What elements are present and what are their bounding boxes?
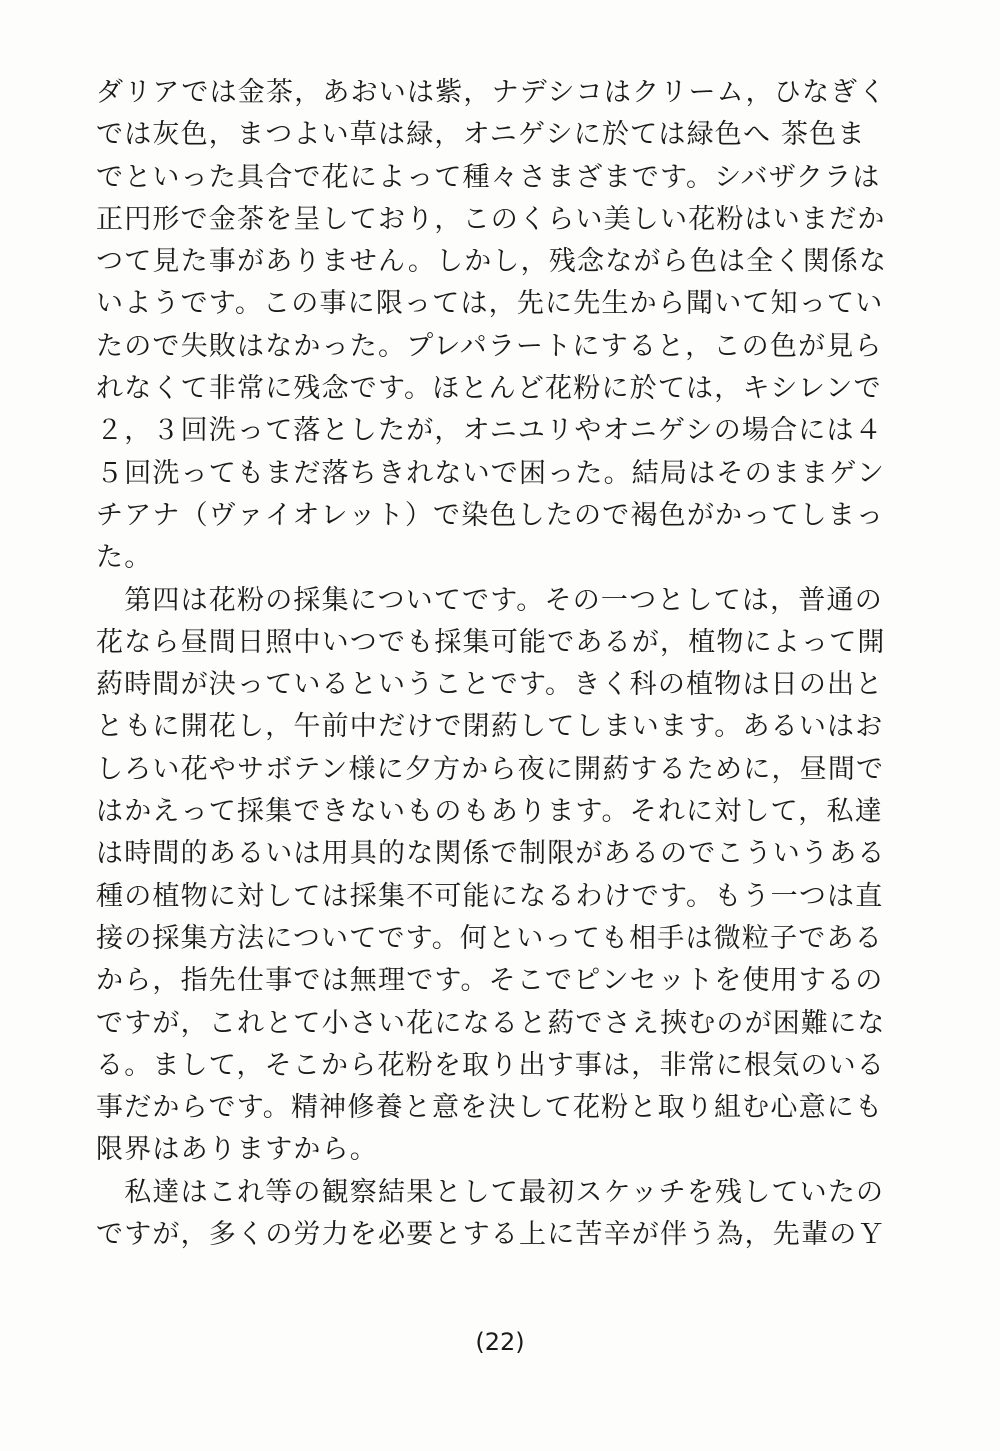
text-line: でといった具合で花によって種々さまざまです。シバザクラは bbox=[96, 161, 881, 193]
text-line: る。まして，そこから花粉を取り出す事は，非常に根気のいる bbox=[96, 1049, 886, 1081]
text-line: 限界はありますから。 bbox=[96, 1134, 378, 1166]
text-line: ですが，これとて小さい花になると葯でさえ挾むのが困難にな bbox=[96, 1007, 886, 1039]
text-line: 第四は花粉の採集についてです。その一つとしては，普通の bbox=[96, 584, 883, 616]
text-line: ですが，多くの労力を必要とする上に苦辛が伴う為，先輩のＹ bbox=[96, 1219, 886, 1251]
text-line: 事だからです。精神修養と意を決して花粉と取り組む心意にも bbox=[96, 1092, 884, 1124]
text-line: チアナ（ヴァイオレット）で染色したので褐色がかってしまっ bbox=[96, 499, 885, 531]
text-line: ダリアでは金茶，あおいは紫，ナデシコはクリーム，ひなぎく bbox=[96, 77, 887, 108]
text-line: 接の採集方法についてです。何といっても相手は微粒子である bbox=[96, 922, 883, 954]
page-number: (22) bbox=[475, 1328, 525, 1356]
text-line: 花なら昼間日照中いつでも採集可能であるが，植物によって開 bbox=[96, 626, 886, 658]
text-line: では灰色，まつよい草は緑，オニゲシに於ては緑色へ 茶色ま bbox=[96, 119, 866, 151]
text-line: 葯時間が決っているということです。きく科の植物は日の出と bbox=[96, 669, 884, 701]
text-line: 種の植物に対しては採集不可能になるわけです。もう一つは直 bbox=[96, 880, 884, 912]
text-line: しろい花やサボテン様に夕方から夜に開葯するために，昼間で bbox=[96, 753, 885, 785]
text-line: れなくて非常に残念です。ほとんど花粉に於ては，キシレンで bbox=[96, 373, 882, 405]
text-line: 私達はこれ等の観察結果として最初スケッチを残していたの bbox=[96, 1176, 885, 1208]
text-line: いようです。この事に限っては，先に先生から聞いて知ってい bbox=[96, 288, 884, 320]
text-line: ともに開花し，午前中だけで閉葯してしまいます。あるいはお bbox=[96, 711, 884, 743]
text-line: たので失敗はなかった。プレパラートにすると，この色が見ら bbox=[96, 330, 883, 362]
text-line: つて見た事がありません。しかし，残念ながら色は全く関係な bbox=[96, 246, 888, 278]
text-line: から，指先仕事では無理です。そこでピンセットを使用するの bbox=[96, 965, 884, 997]
text-line: はかえって採集できないものもあります。それに対して，私達 bbox=[96, 796, 883, 828]
text-line: は時間的あるいは用具的な関係で制限があるのでこういうある bbox=[96, 838, 886, 870]
text-line: 正円形で金茶を呈しており，このくらい美しい花粉はいまだか bbox=[96, 203, 886, 235]
text-line: た。 bbox=[96, 542, 153, 574]
text-line: ５回洗ってもまだ落ちきれないで困った。結局はそのままゲン bbox=[96, 457, 886, 489]
body-text bbox=[96, 72, 926, 1256]
text-line: ２，３回洗って落としたが，オニユリやオニゲシの場合には４ bbox=[96, 415, 883, 447]
